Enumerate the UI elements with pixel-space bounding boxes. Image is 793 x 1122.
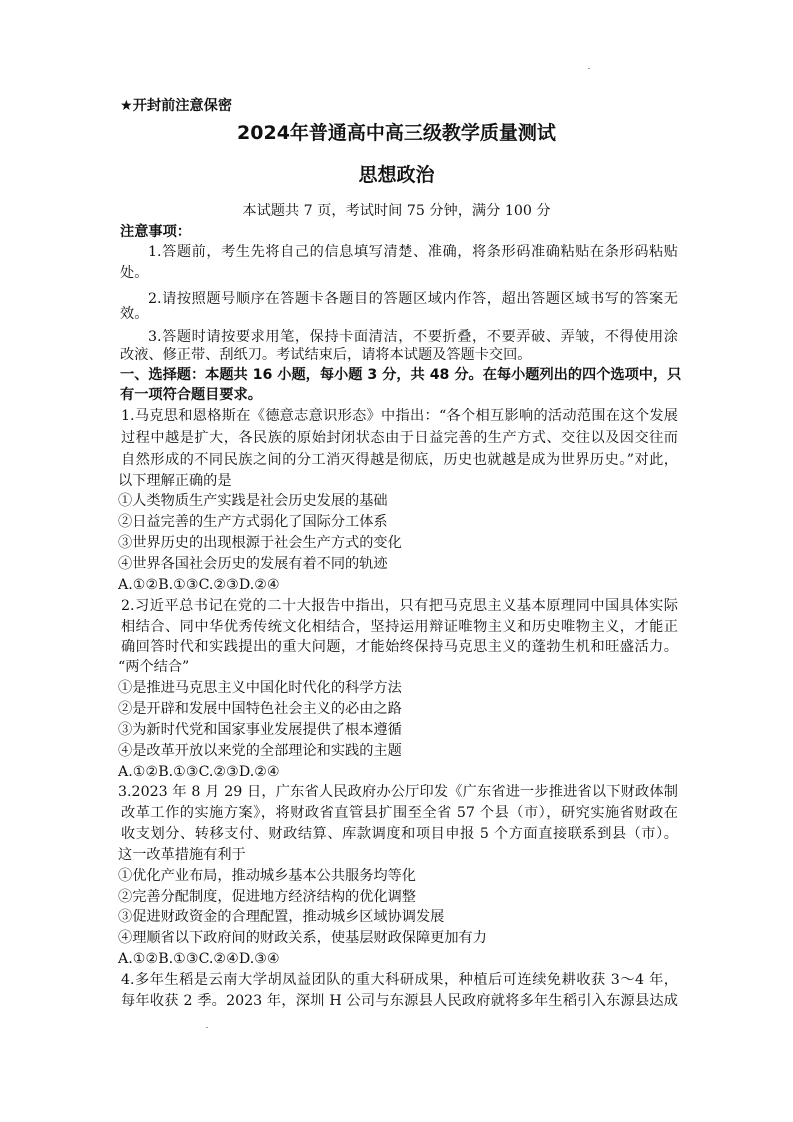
q1-option-2: ②日益完善的生产方式弱化了国际分工体系 (118, 514, 388, 530)
subject-title: 思想政治 (358, 164, 435, 186)
notice-item-2-line-2: 效。 (120, 306, 149, 322)
notice-item-1-line-1: 1.答题前，考生先将自己的信息填写清楚、准确，将条形码准确粘贴在条形码粘贴 (148, 244, 678, 260)
q2-stem-line-3: 确回答时代和实践提出的重大问题，才能始终保持马克思主义的蓬勃生机和旺盛活力。 (121, 639, 678, 655)
q3-stem-line-2: 改革工作的实施方案》，将财政省直管县扩围至全省 57 个县（市），研究实施省财政在 (121, 805, 678, 821)
notice-item-3-line-1: 3.答题时请按要求用笔，保持卡面清洁，不要折叠，不要弄破、弄皱，不得使用涂 (148, 329, 678, 345)
exam-info: 本试题共 7 页，考试时间 75 分钟，满分 100 分 (242, 203, 551, 219)
q1-option-3: ③世界历史的出现根源于社会生产方式的变化 (118, 535, 402, 551)
q3-stem-line-3: 收支划分、转移支付、财政结算、库款调度和项目申报 5 个方面直接联系到县（市）。 (121, 826, 678, 842)
q1-answer-choices: A.①②B.①③C.②③D.②④ (118, 577, 280, 593)
q1-stem-line-4: 以下理解正确的是 (118, 473, 232, 489)
exam-title: 2024年普通高中高三级教学质量测试 (237, 122, 556, 144)
q2-stem-line-2: 相结合、同中华优秀传统文化相结合，坚持运用辩证唯物主义和历史唯物主义，才能正 (121, 619, 678, 635)
q1-stem-line-1: 1.马克思和恩格斯在《德意志意识形态》中指出：“各个相互影响的活动范围在这个发展 (121, 408, 678, 424)
q4-stem-line-2: 每年收获 2 季。2023 年，深圳 H 公司与东源县人民政府就将多年生稻引入东源县达成 (121, 993, 678, 1009)
notice-heading: 注意事项： (120, 224, 191, 240)
q2-answer-choices: A.①②B.①③C.②③D.②④ (118, 764, 280, 780)
section-heading-line-1: 一、选择题：本题共 16 小题，每小题 3 分，共 48 分。在每小题列出的四个选项中，只 (120, 367, 682, 383)
q1-stem-line-2: 过程中越是扩大，各民族的原始封闭状态由于日益完善的生产方式、交往以及因交往而 (121, 430, 678, 446)
secret-note: ★开封前注意保密 (120, 98, 233, 114)
q3-option-4: ④理顺省以下政府间的财政关系，使基层财政保障更加有力 (118, 930, 487, 946)
q2-stem-line-1: 2.习近平总书记在党的二十大报告中指出，只有把马克思主义基本原理同中国具体实际 (121, 598, 678, 614)
q3-answer-choices: A.①②B.①③C.②④D.③④ (118, 951, 280, 967)
q3-option-2: ②完善分配制度，促进地方经济结构的优化调整 (118, 889, 416, 905)
q3-stem-line-4: 这一改革措施有利于 (118, 847, 246, 863)
notice-item-2-line-1: 2.请按照题号顺序在答题卡各题目的答题区域内作答，超出答题区域书写的答案无 (148, 291, 678, 307)
notice-item-1-line-2: 处。 (120, 265, 149, 281)
q4-stem-line-1: 4.多年生稻是云南大学胡凤益团队的重大科研成果，种植后可连续免耕收获 3～4 年， (121, 972, 678, 988)
notice-item-3-line-2: 改液、修正带、刮纸刀。考试结束后，请将本试题及答题卡交回。 (120, 347, 532, 363)
q3-stem-line-1: 3.2023 年 8 月 29 日，广东省人民政府办公厅印发《广东省进一步推进省以下财政体制 (118, 784, 678, 800)
q2-option-2: ②是开辟和发展中国特色社会主义的必由之路 (118, 701, 402, 717)
q1-stem-line-3: 自然形成的不同民族之间的分工消灭得越是彻底，历史也就越是成为世界历史。”对此， (121, 452, 678, 468)
scan-speck (206, 1027, 208, 1028)
q3-option-3: ③促进财政资金的合理配置，推动城乡区域协调发展 (118, 909, 445, 925)
q3-option-1: ①优化产业布局，推动城乡基本公共服务均等化 (118, 868, 416, 884)
q1-option-4: ④世界各国社会历史的发展有着不同的轨迹 (118, 556, 388, 572)
scan-speck (588, 68, 590, 69)
section-heading-line-2: 有一项符合题目要求。 (120, 387, 262, 403)
q2-option-3: ③为新时代党和国家事业发展提供了根本遵循 (118, 722, 402, 738)
q1-option-1: ①人类物质生产实践是社会历史发展的基础 (118, 493, 388, 509)
q2-stem-line-4: “两个结合” (118, 659, 190, 675)
q2-option-1: ①是推进马克思主义中国化时代化的科学方法 (118, 680, 402, 696)
q2-option-4: ④是改革开放以来党的全部理论和实践的主题 (118, 743, 402, 759)
